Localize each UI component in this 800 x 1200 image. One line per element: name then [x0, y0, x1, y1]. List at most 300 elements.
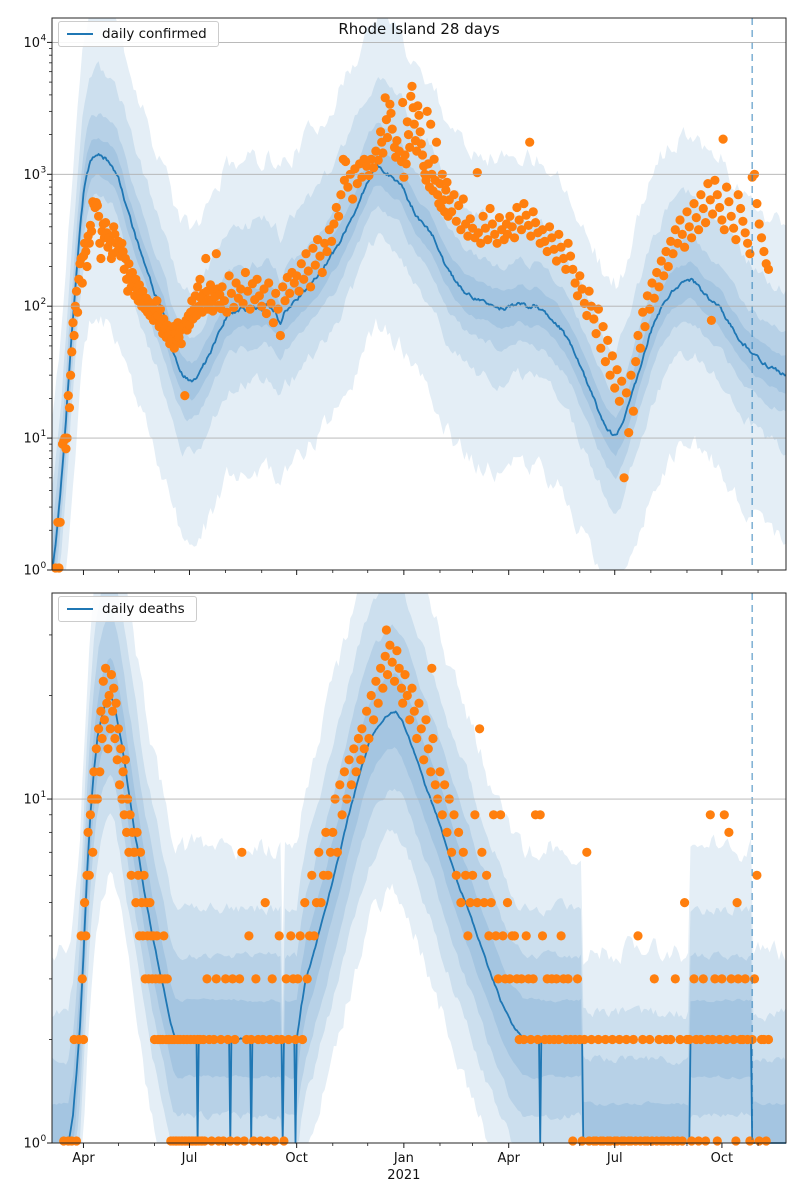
x-tick-label: Oct [285, 1151, 308, 1166]
scatter-point [261, 898, 270, 907]
scatter-point [675, 215, 684, 224]
scatter-point [362, 707, 371, 716]
scatter-point [269, 318, 278, 327]
scatter-point [699, 974, 708, 983]
scatter-point [388, 658, 397, 667]
scatter-point [240, 1136, 249, 1145]
scatter-point [96, 707, 105, 716]
scatter-point [466, 214, 475, 223]
scatter-point [468, 871, 477, 880]
scatter-point [397, 684, 406, 693]
scatter-point [407, 684, 416, 693]
scatter-point [568, 265, 577, 274]
scatter-point [519, 199, 528, 208]
scatter-point [713, 1136, 722, 1145]
scatter-point [633, 931, 642, 940]
legend-label: daily confirmed [102, 26, 207, 42]
scatter-point [454, 828, 463, 837]
scatter-point [294, 287, 303, 296]
scatter-point [81, 247, 90, 256]
legend-daily-confirmed [58, 21, 219, 47]
scatter-point [568, 1136, 577, 1145]
scatter-point [113, 755, 122, 764]
scatter-point [244, 931, 253, 940]
scatter-point [56, 518, 65, 527]
scatter-point [554, 230, 563, 239]
scatter-point [459, 194, 468, 203]
scatter-point [81, 931, 90, 940]
scatter-point [404, 130, 413, 139]
scatter-point [398, 699, 407, 708]
scatter-point [230, 1035, 239, 1044]
x-tick-label: Jan [393, 1151, 414, 1166]
scatter-point [318, 268, 327, 277]
scatter-point [650, 974, 659, 983]
scatter-point [764, 1035, 773, 1044]
scatter-point [64, 391, 73, 400]
scatter-point [410, 707, 419, 716]
scatter-point [729, 224, 738, 233]
scatter-point [322, 247, 331, 256]
scatter-point [364, 734, 373, 743]
scatter-point [470, 810, 479, 819]
scatter-point [338, 810, 347, 819]
scatter-point [376, 664, 385, 673]
scatter-point [486, 204, 495, 213]
scatter-point [510, 233, 519, 242]
scatter-point [352, 767, 361, 776]
scatter-point [505, 212, 514, 221]
scatter-point [640, 322, 649, 331]
scatter-point [299, 275, 308, 284]
scatter-point [456, 898, 465, 907]
scatter-point [383, 670, 392, 679]
scatter-point [72, 287, 81, 296]
scatter-point [713, 190, 722, 199]
scatter-point [624, 428, 633, 437]
y-tick-label: 10 [23, 1136, 40, 1152]
scatter-point [270, 1136, 279, 1145]
scatter-point [85, 871, 94, 880]
scatter-point [498, 931, 507, 940]
scatter-point [229, 303, 238, 312]
scatter-point [717, 974, 726, 983]
scatter-point [633, 331, 642, 340]
scatter-point [385, 100, 394, 109]
scatter-point [736, 204, 745, 213]
scatter-point [286, 931, 295, 940]
scatter-point [719, 135, 728, 144]
scatter-point [378, 684, 387, 693]
scatter-point [348, 194, 357, 203]
scatter-point [402, 159, 411, 168]
scatter-point [449, 190, 458, 199]
y-tick-exponent: 1 [40, 429, 47, 440]
scatter-point [592, 329, 601, 338]
scatter-point [117, 239, 126, 248]
scatter-point [442, 178, 451, 187]
scatter-point [566, 252, 575, 261]
y-tick-label: 10 [23, 792, 40, 808]
scatter-point [136, 848, 145, 857]
scatter-point [72, 1136, 81, 1145]
scatter-point [392, 136, 401, 145]
scatter-point [759, 247, 768, 256]
scatter-point [608, 351, 617, 360]
legend-label: daily deaths [102, 601, 185, 617]
y-tick-label: 10 [23, 35, 40, 51]
y-tick-exponent: 4 [40, 33, 47, 44]
scatter-point [441, 185, 450, 194]
scatter-point [88, 848, 97, 857]
scatter-point [503, 898, 512, 907]
scatter-point [629, 1035, 638, 1044]
scatter-point [564, 239, 573, 248]
scatter-point [85, 239, 94, 248]
scatter-point [264, 278, 273, 287]
scatter-point [87, 227, 96, 236]
scatter-point [308, 244, 317, 253]
scatter-point [220, 296, 229, 305]
scatter-point [529, 974, 538, 983]
scatter-point [645, 1035, 654, 1044]
x-tick-label: Jul [606, 1151, 623, 1166]
scatter-point [545, 222, 554, 231]
scatter-point [421, 715, 430, 724]
scatter-point [596, 344, 605, 353]
scatter-point [66, 371, 75, 380]
scatter-point [668, 249, 677, 258]
scatter-point [341, 157, 350, 166]
scatter-point [427, 664, 436, 673]
scatter-point [109, 684, 118, 693]
scatter-point [482, 871, 491, 880]
scatter-point [620, 473, 629, 482]
scatter-point [212, 249, 221, 258]
scatter-point [390, 677, 399, 686]
scatter-point [701, 218, 710, 227]
scatter-point [145, 898, 154, 907]
scatter-point [734, 190, 743, 199]
scatter-point [133, 828, 142, 837]
scatter-point [727, 212, 736, 221]
scatter-point [743, 239, 752, 248]
scatter-point [241, 268, 250, 277]
scatter-point [414, 111, 423, 120]
scatter-point [510, 931, 519, 940]
scatter-point [253, 275, 262, 284]
scatter-point [100, 715, 109, 724]
scatter-point [680, 898, 689, 907]
scatter-point [733, 898, 742, 907]
scatter-point [303, 974, 312, 983]
scatter-point [452, 871, 461, 880]
x-tick-label: Apr [497, 1151, 520, 1166]
scatter-point [599, 322, 608, 331]
scatter-point [447, 848, 456, 857]
scatter-point [333, 848, 342, 857]
scatter-point [440, 780, 449, 789]
scatter-point [124, 259, 133, 268]
scatter-point [525, 138, 534, 147]
scatter-point [202, 974, 211, 983]
scatter-point [356, 755, 365, 764]
scatter-point [575, 271, 584, 280]
scatter-point [276, 331, 285, 340]
scatter-point [678, 1136, 687, 1145]
scatter-point [682, 207, 691, 216]
scatter-point [383, 133, 392, 142]
scatter-point [438, 810, 447, 819]
y-tick-exponent: 0 [40, 561, 47, 571]
scatter-point [314, 848, 323, 857]
scatter-point [636, 344, 645, 353]
scatter-point [750, 974, 759, 983]
scatter-point [488, 219, 497, 228]
scatter-point [508, 222, 517, 231]
scatter-point [413, 101, 422, 110]
scatter-point [369, 715, 378, 724]
scatter-point [685, 222, 694, 231]
scatter-point [755, 219, 764, 228]
scatter-point [435, 767, 444, 776]
scatter-point [114, 724, 123, 733]
scatter-point [477, 848, 486, 857]
scatter-point [722, 183, 731, 192]
scatter-point [610, 383, 619, 392]
scatter-point [392, 646, 401, 655]
scatter-point [237, 848, 246, 857]
scatter-point [724, 828, 733, 837]
scatter-point [293, 974, 302, 983]
scatter-point [235, 974, 244, 983]
scatter-point [741, 228, 750, 237]
y-tick-exponent: 1 [40, 790, 47, 801]
y-tick-label: 10 [23, 563, 40, 579]
scatter-point [61, 444, 70, 453]
scatter-point [107, 670, 116, 679]
scatter-point [336, 190, 345, 199]
scatter-point [475, 724, 484, 733]
scatter-point [93, 201, 102, 210]
scatter-point [696, 190, 705, 199]
scatter-point [386, 109, 395, 118]
scatter-point [300, 898, 309, 907]
scatter-point [430, 155, 439, 164]
scatter-point [334, 212, 343, 221]
scatter-point [152, 296, 161, 305]
scatter-point [710, 176, 719, 185]
scatter-point [400, 670, 409, 679]
scatter-point [79, 1035, 88, 1044]
scatter-point [115, 780, 124, 789]
scatter-point [720, 810, 729, 819]
scatter-point [650, 294, 659, 303]
scatter-point [536, 810, 545, 819]
scatter-point [343, 183, 352, 192]
scatter-point [431, 780, 440, 789]
scatter-point [487, 898, 496, 907]
scatter-point [163, 974, 172, 983]
scatter-point [522, 931, 531, 940]
scatter-point [538, 931, 547, 940]
x-tick-label: Jul [181, 1151, 198, 1166]
scatter-point [78, 278, 87, 287]
plot-area [51, 0, 786, 573]
scatter-point [745, 1136, 754, 1145]
scatter-point [426, 767, 435, 776]
scatter-point [410, 120, 419, 129]
scatter-point [428, 734, 437, 743]
scatter-point [629, 407, 638, 416]
y-tick-exponent: 0 [40, 1134, 47, 1144]
scatter-point [731, 1136, 740, 1145]
scatter-point [626, 371, 635, 380]
scatter-point [731, 235, 740, 244]
scatter-point [382, 625, 391, 634]
scatter-point [65, 403, 74, 412]
scatter-point [73, 308, 82, 317]
scatter-point [664, 262, 673, 271]
scatter-point [717, 215, 726, 224]
scatter-point [367, 691, 376, 700]
scatter-point [279, 1136, 288, 1145]
scatter-point [70, 331, 79, 340]
scatter-point [680, 243, 689, 252]
scatter-point [426, 120, 435, 129]
scatter-point [378, 148, 387, 157]
scatter-point [715, 203, 724, 212]
scatter-point [724, 197, 733, 206]
legend-line-sample-icon [67, 33, 93, 35]
scatter-point [80, 898, 89, 907]
scatter-point [564, 974, 573, 983]
scatter-point [752, 199, 761, 208]
scatter-point [311, 261, 320, 270]
scatter-point [332, 203, 341, 212]
scatter-point [447, 207, 456, 216]
scatter-point [94, 724, 103, 733]
scatter-point [694, 225, 703, 234]
scatter-point [741, 974, 750, 983]
scatter-point [417, 139, 426, 148]
scatter-point [285, 289, 294, 298]
scatter-point [745, 249, 754, 258]
scatter-point [529, 207, 538, 216]
scatter-point [84, 828, 93, 837]
scatter-point [752, 871, 761, 880]
y-tick-label: 10 [23, 431, 40, 447]
scatter-point [112, 699, 121, 708]
scatter-point [139, 871, 148, 880]
scatter-point [304, 266, 313, 275]
scatter-point [310, 931, 319, 940]
scatter-point [417, 724, 426, 733]
scatter-point [617, 377, 626, 386]
scatter-point [96, 254, 105, 263]
scatter-point [212, 974, 221, 983]
scatter-point [416, 127, 425, 136]
scatter-point [345, 755, 354, 764]
daily-confirmed-plot [23, 0, 786, 579]
scatter-point [68, 318, 77, 327]
scatter-point [92, 744, 101, 753]
scatter-point [678, 230, 687, 239]
legend-line-sample-icon [67, 608, 93, 610]
scatter-point [195, 275, 204, 284]
scatter-point [327, 237, 336, 246]
scatter-point [251, 974, 260, 983]
scatter-point [757, 233, 766, 242]
scatter-point [371, 677, 380, 686]
scatter-point [225, 271, 234, 280]
scatter-point [307, 871, 316, 880]
x-tick-label: Apr [72, 1151, 95, 1166]
scatter-point [354, 734, 363, 743]
scatter-point [406, 92, 415, 101]
scatter-point [720, 225, 729, 234]
scatter-point [585, 287, 594, 296]
scatter-point [615, 397, 624, 406]
scatter-point [659, 271, 668, 280]
scatter-point [106, 724, 115, 733]
scatter-point [689, 199, 698, 208]
scatter-point [364, 171, 373, 180]
scatter-point [631, 357, 640, 366]
x-tick-label: Oct [710, 1151, 734, 1166]
scatter-point [463, 931, 472, 940]
scatter-point [671, 974, 680, 983]
scatter-point [335, 780, 344, 789]
scatter-point [424, 744, 433, 753]
scatter-point [432, 138, 441, 147]
y-tick-label: 10 [23, 299, 40, 315]
scatter-point [360, 744, 369, 753]
scatter-point [699, 204, 708, 213]
scatter-point [398, 98, 407, 107]
scatter-point [54, 563, 63, 572]
scatter-point [707, 316, 716, 325]
scatter-point [262, 309, 271, 318]
scatter-point [99, 677, 108, 686]
y-tick-exponent: 3 [40, 165, 47, 176]
scatter-point [329, 219, 338, 228]
scatter-point [473, 168, 482, 177]
scatter-point [218, 282, 227, 291]
x-year-label: 2021 [387, 1168, 421, 1183]
scatter-point [349, 744, 358, 753]
scatter-point [82, 262, 91, 271]
scatter-point [423, 107, 432, 116]
scatter-point [764, 265, 773, 274]
scatter-point [357, 724, 366, 733]
scatter-point [278, 282, 287, 291]
scatter-point [177, 339, 186, 348]
scatter-point [603, 336, 612, 345]
scatter-point [407, 82, 416, 91]
scatter-point [622, 388, 631, 397]
scatter-point [126, 810, 135, 819]
scatter-point [654, 282, 663, 291]
scatter-point [95, 767, 104, 776]
scatter-point [459, 848, 468, 857]
scatter-point [738, 217, 747, 226]
scatter-point [418, 150, 427, 159]
scatter-point [479, 212, 488, 221]
scatter-point [306, 282, 315, 291]
scatter-point [582, 848, 591, 857]
scatter-point [67, 347, 76, 356]
